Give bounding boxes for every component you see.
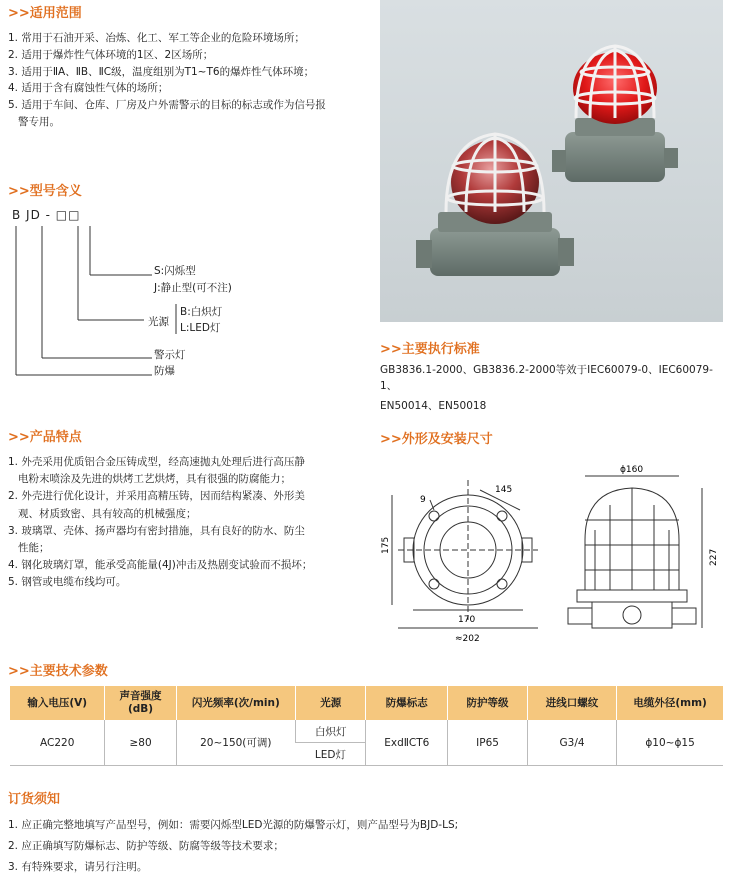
list-item: 电粉末喷涂及先进的烘烤工艺烘烤，具有很强的防腐能力； [8, 473, 292, 486]
standards-text [380, 362, 730, 414]
th-sound-line2: (dB) [127, 703, 154, 715]
model-explosion: 防爆 [154, 365, 175, 377]
dimensions-title: >>外形及安装尺寸 [380, 432, 493, 447]
model-alarm: 警示灯 [154, 349, 186, 361]
model-code: B JD - □□ [12, 208, 81, 222]
model-b-incand: B:白炽灯 [180, 306, 223, 318]
td-light-2: LED灯 [295, 743, 365, 766]
list-item: 3. 玻璃罩、壳体、扬声器均有密封措施，具有良好的防水、防尘 [8, 524, 305, 537]
list-item: 3. 适用于ⅡA、ⅡB、ⅡC级，温度组别为T1~T6的爆炸性气体环境； [8, 65, 315, 78]
features-list [8, 454, 370, 592]
th-ip: 防护等级 [448, 686, 528, 720]
dim-227: 227 [709, 548, 719, 566]
th-light: 光源 [295, 686, 365, 720]
list-item: 2. 应正确填写防爆标志、防护等级、防腐等级等技术要求； [8, 840, 284, 852]
product-photo [380, 0, 723, 322]
dim-145: 145 [495, 485, 513, 495]
td-cable: ϕ10~ϕ15 [617, 720, 723, 766]
scope-title: >>适用范围 [8, 6, 82, 21]
th-sound-line1: 声音强度 [119, 690, 162, 702]
params-table [10, 686, 723, 766]
list-item: 1. 外壳采用优质铝合金压铸成型，经高速抛丸处理后进行高压静 [8, 456, 305, 468]
scope-list [8, 30, 368, 131]
td-ex: ExdⅡCT6 [366, 720, 448, 766]
list-item: 3. 有特殊要求，请另行注明。 [8, 861, 148, 873]
td-freq: 20~150(可调) [176, 720, 295, 766]
order-section [8, 788, 458, 878]
params-title: >>主要技术参数 [8, 664, 108, 679]
model-l-led: L:LED灯 [180, 322, 221, 334]
th-ex: 防爆标志 [366, 686, 448, 720]
th-voltage: 输入电压(V) [10, 686, 105, 720]
model-light-label: 光源 [148, 316, 169, 328]
list-item: 2. 适用于爆炸性气体环境的1区、2区场所； [8, 48, 214, 61]
list-item: 4. 适用于含有腐蚀性气体的场所； [8, 82, 169, 95]
model-j-static: J:静止型(可不注) [154, 282, 232, 294]
list-item: 5. 适用于车间、仓库、厂房及户外需警示的目标的标志或作为信号报 [8, 99, 326, 112]
list-item: 5. 钢管或电缆布线均可。 [8, 576, 127, 589]
td-voltage: AC220 [10, 720, 105, 766]
dim-170: 170 [458, 615, 476, 625]
order-title: 订货须知 [8, 792, 61, 807]
td-ip: IP65 [448, 720, 528, 766]
model-s-flash: S:闪烁型 [154, 265, 196, 277]
model-title: >>型号含义 [8, 184, 82, 199]
model-bracket-lines [12, 200, 362, 390]
standards-line: EN50014、EN50018 [380, 400, 487, 412]
list-item: 性能； [8, 542, 50, 555]
th-cable: 电缆外径(mm) [617, 686, 723, 720]
th-thread: 进线口螺纹 [527, 686, 616, 720]
dim-160: ϕ160 [620, 465, 644, 475]
td-thread: G3/4 [527, 720, 616, 766]
list-item: 1. 应正确完整地填写产品型号，例如：需要闪烁型LED光源的防爆警示灯，则产品型号为BJD-LS; [8, 819, 459, 831]
td-light-1: 白炽灯 [295, 720, 365, 743]
features-title: >>产品特点 [8, 430, 82, 445]
list-item: 2. 外壳进行优化设计，并采用高精压铸，因而结构紧凑、外形美 [8, 490, 305, 503]
list-item: 观、材质致密、具有较高的机械强度； [8, 507, 197, 520]
dim-202: ≈202 [455, 634, 480, 644]
td-sound: ≥80 [105, 720, 176, 766]
dim-9: 9 [420, 495, 426, 505]
th-sound [105, 686, 176, 720]
list-item: 警专用。 [8, 115, 61, 128]
list-item: 1. 常用于石油开采、冶炼、化工、军工等企业的危险环境场所； [8, 32, 305, 44]
lamp-illustration [380, 0, 723, 322]
dimension-drawing [370, 450, 725, 645]
dim-175: 175 [381, 536, 391, 554]
th-freq: 闪光频率(次/min) [176, 686, 295, 720]
standards-title: >>主要执行标准 [380, 342, 480, 357]
table-row [10, 720, 723, 743]
list-item: 4. 钢化玻璃灯罩，能承受高能量(4J)冲击及热剧变试验而不损坏； [8, 559, 313, 572]
model-diagram [12, 200, 362, 390]
standards-line: GB3836.1-2000、GB3836.2-2000等效于IEC60079-0、IEC60079-1、 [380, 364, 713, 392]
